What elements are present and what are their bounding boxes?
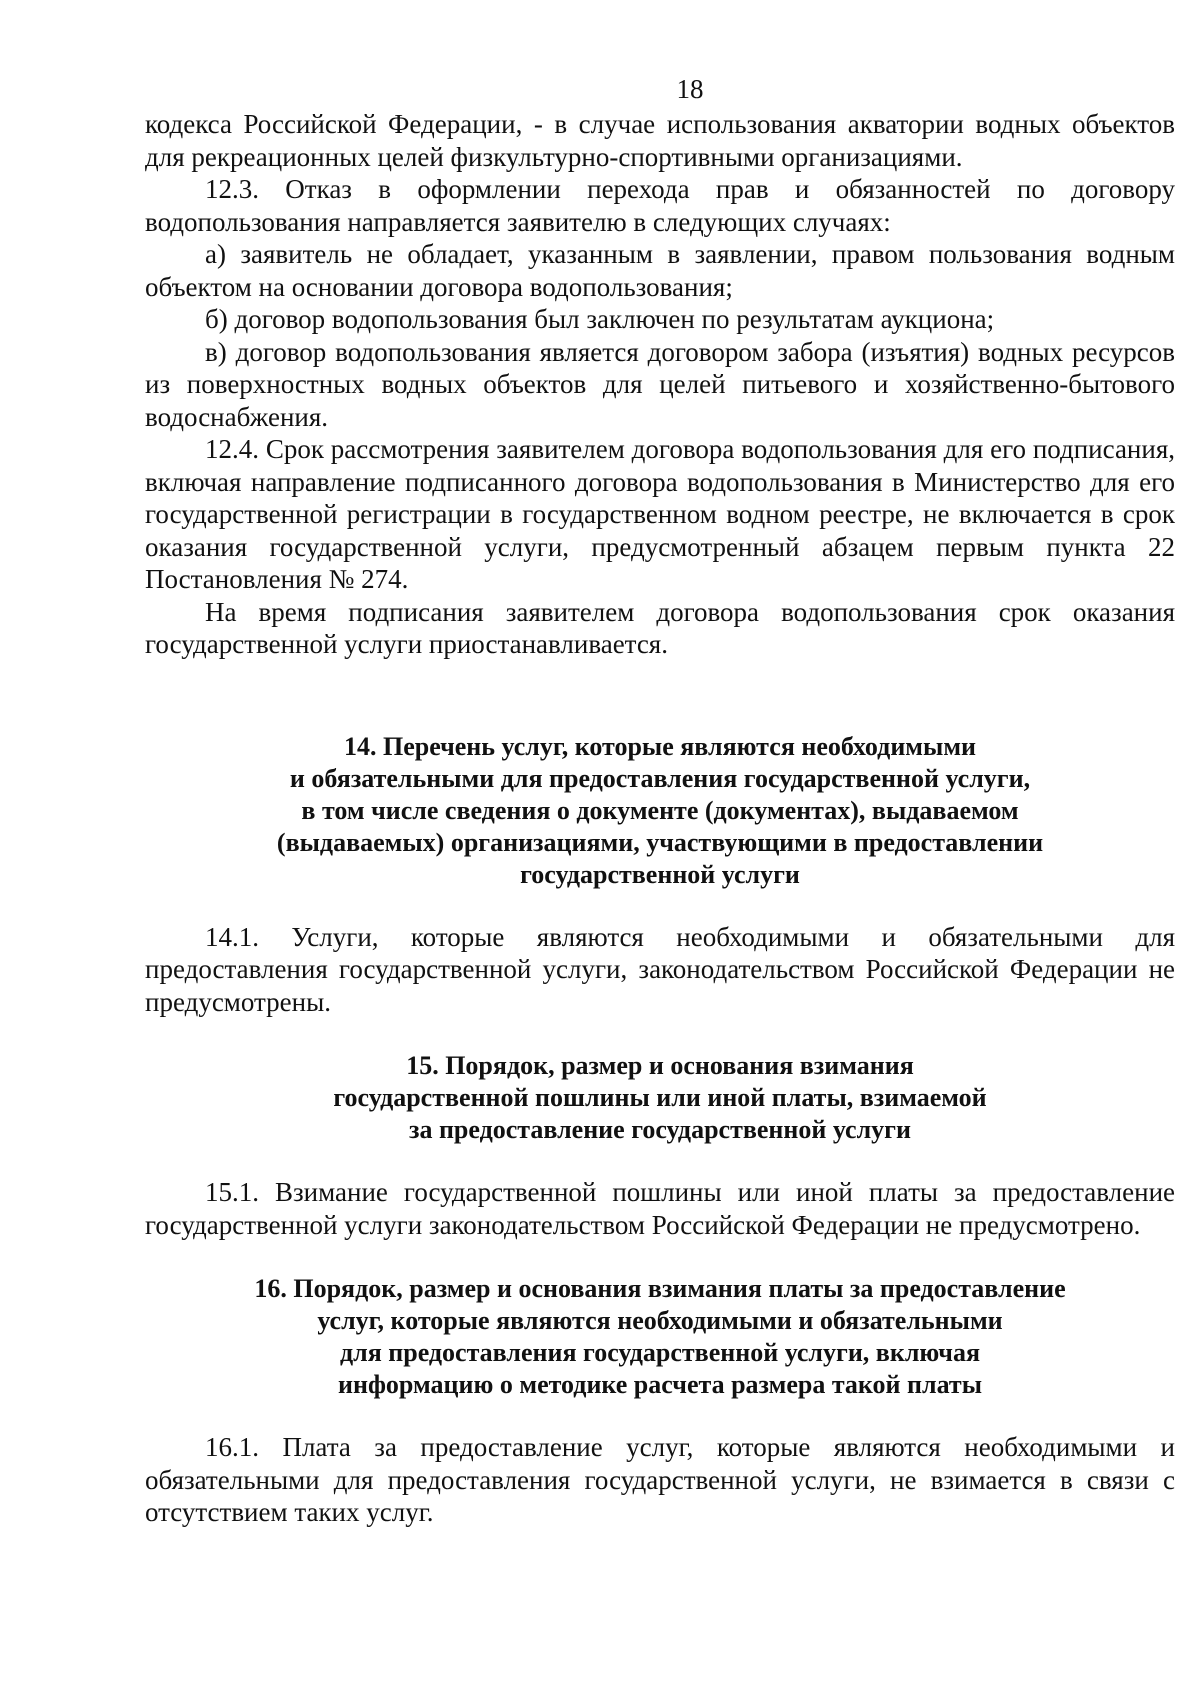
paragraph-continuation: кодекса Российской Федерации, - в случае использования акватории водных объектов для рекреационных целей физкультурно-спортивными организациями. (145, 109, 1175, 172)
paragraph-16-1: 16.1. Плата за предоставление услуг, которые являются необходимыми и обязательными для предоставления государственной услуги, не взимается в связи с отсутствием таких услуг. (145, 1432, 1175, 1527)
heading-line: за предоставление государственной услуги (409, 1115, 911, 1144)
page-number: 18 (676, 74, 704, 104)
document-page (145, 72, 1175, 1529)
heading-line: информацию о методике расчета размера такой платы (337, 1370, 982, 1399)
heading-line: государственной услуги (520, 859, 800, 889)
heading-line: 15. Порядок, размер и основания взимания (406, 1051, 914, 1080)
list-item-b: б) договор водопользования был заключен по результатам аукциона; (205, 304, 995, 334)
paragraph-12-3: 12.3. Отказ в оформлении перехода прав и обязанностей по договору водопользования направляется заявителю в следующих случаях: (145, 174, 1175, 237)
heading-line: в том числе сведения о документе (документах), выдаваемом (301, 795, 1019, 825)
list-item-v: в) договор водопользования является договором забора (изъятия) водных ресурсов из поверхностных водных объектов для целей питьевого и хозяйственно-бытового водоснабжения. (145, 336, 1175, 432)
heading-line: и обязательными для предоставления государственной услуги, (289, 763, 1031, 793)
list-item-a: а) заявитель не обладает, указанным в заявлении, правом пользования водным объектом на основании договора водопользования; (145, 239, 1175, 302)
heading-line: услуг, которые являются необходимыми и обязательными (317, 1306, 1003, 1335)
heading-line: 14. Перечень услуг, которые являются необходимыми (343, 731, 977, 761)
heading-line: (выдаваемых) организациями, участвующими в предоставлении (276, 827, 1044, 857)
paragraph-15-1: 15.1. Взимание государственной пошлины или иной платы за предоставление государственной услуги законодательством Российской Федерации не предусмотрено. (145, 1177, 1175, 1240)
section-15-heading (145, 1050, 1175, 1146)
heading-line: 16. Порядок, размер и основания взимания платы за предоставление (254, 1274, 1066, 1303)
paragraph-14-1: 14.1. Услуги, которые являются необходимыми и обязательными для предоставления государственной услуги, законодательством Российской Федерации не предусмотрены. (145, 921, 1175, 1017)
heading-line: государственной пошлины или иной платы, взимаемой (333, 1083, 987, 1112)
section-14-heading (145, 731, 1175, 891)
paragraph-12-4: 12.4. Срок рассмотрения заявителем договора водопользования для его подписания, включая направление подписанного договора водопользования в Министерство для его государственной регистрации в государственном водном реестре, не включается в срок оказания государственной услуги, предусмотренный абзацем первым пункта 22 Постановления № 274. (145, 434, 1175, 594)
section-16-heading (145, 1273, 1175, 1401)
paragraph-signing-time: На время подписания заявителем договора водопользования срок оказания государственной услуги приостанавливается. (145, 596, 1175, 659)
heading-line: для предоставления государственной услуги, включая (339, 1338, 981, 1367)
